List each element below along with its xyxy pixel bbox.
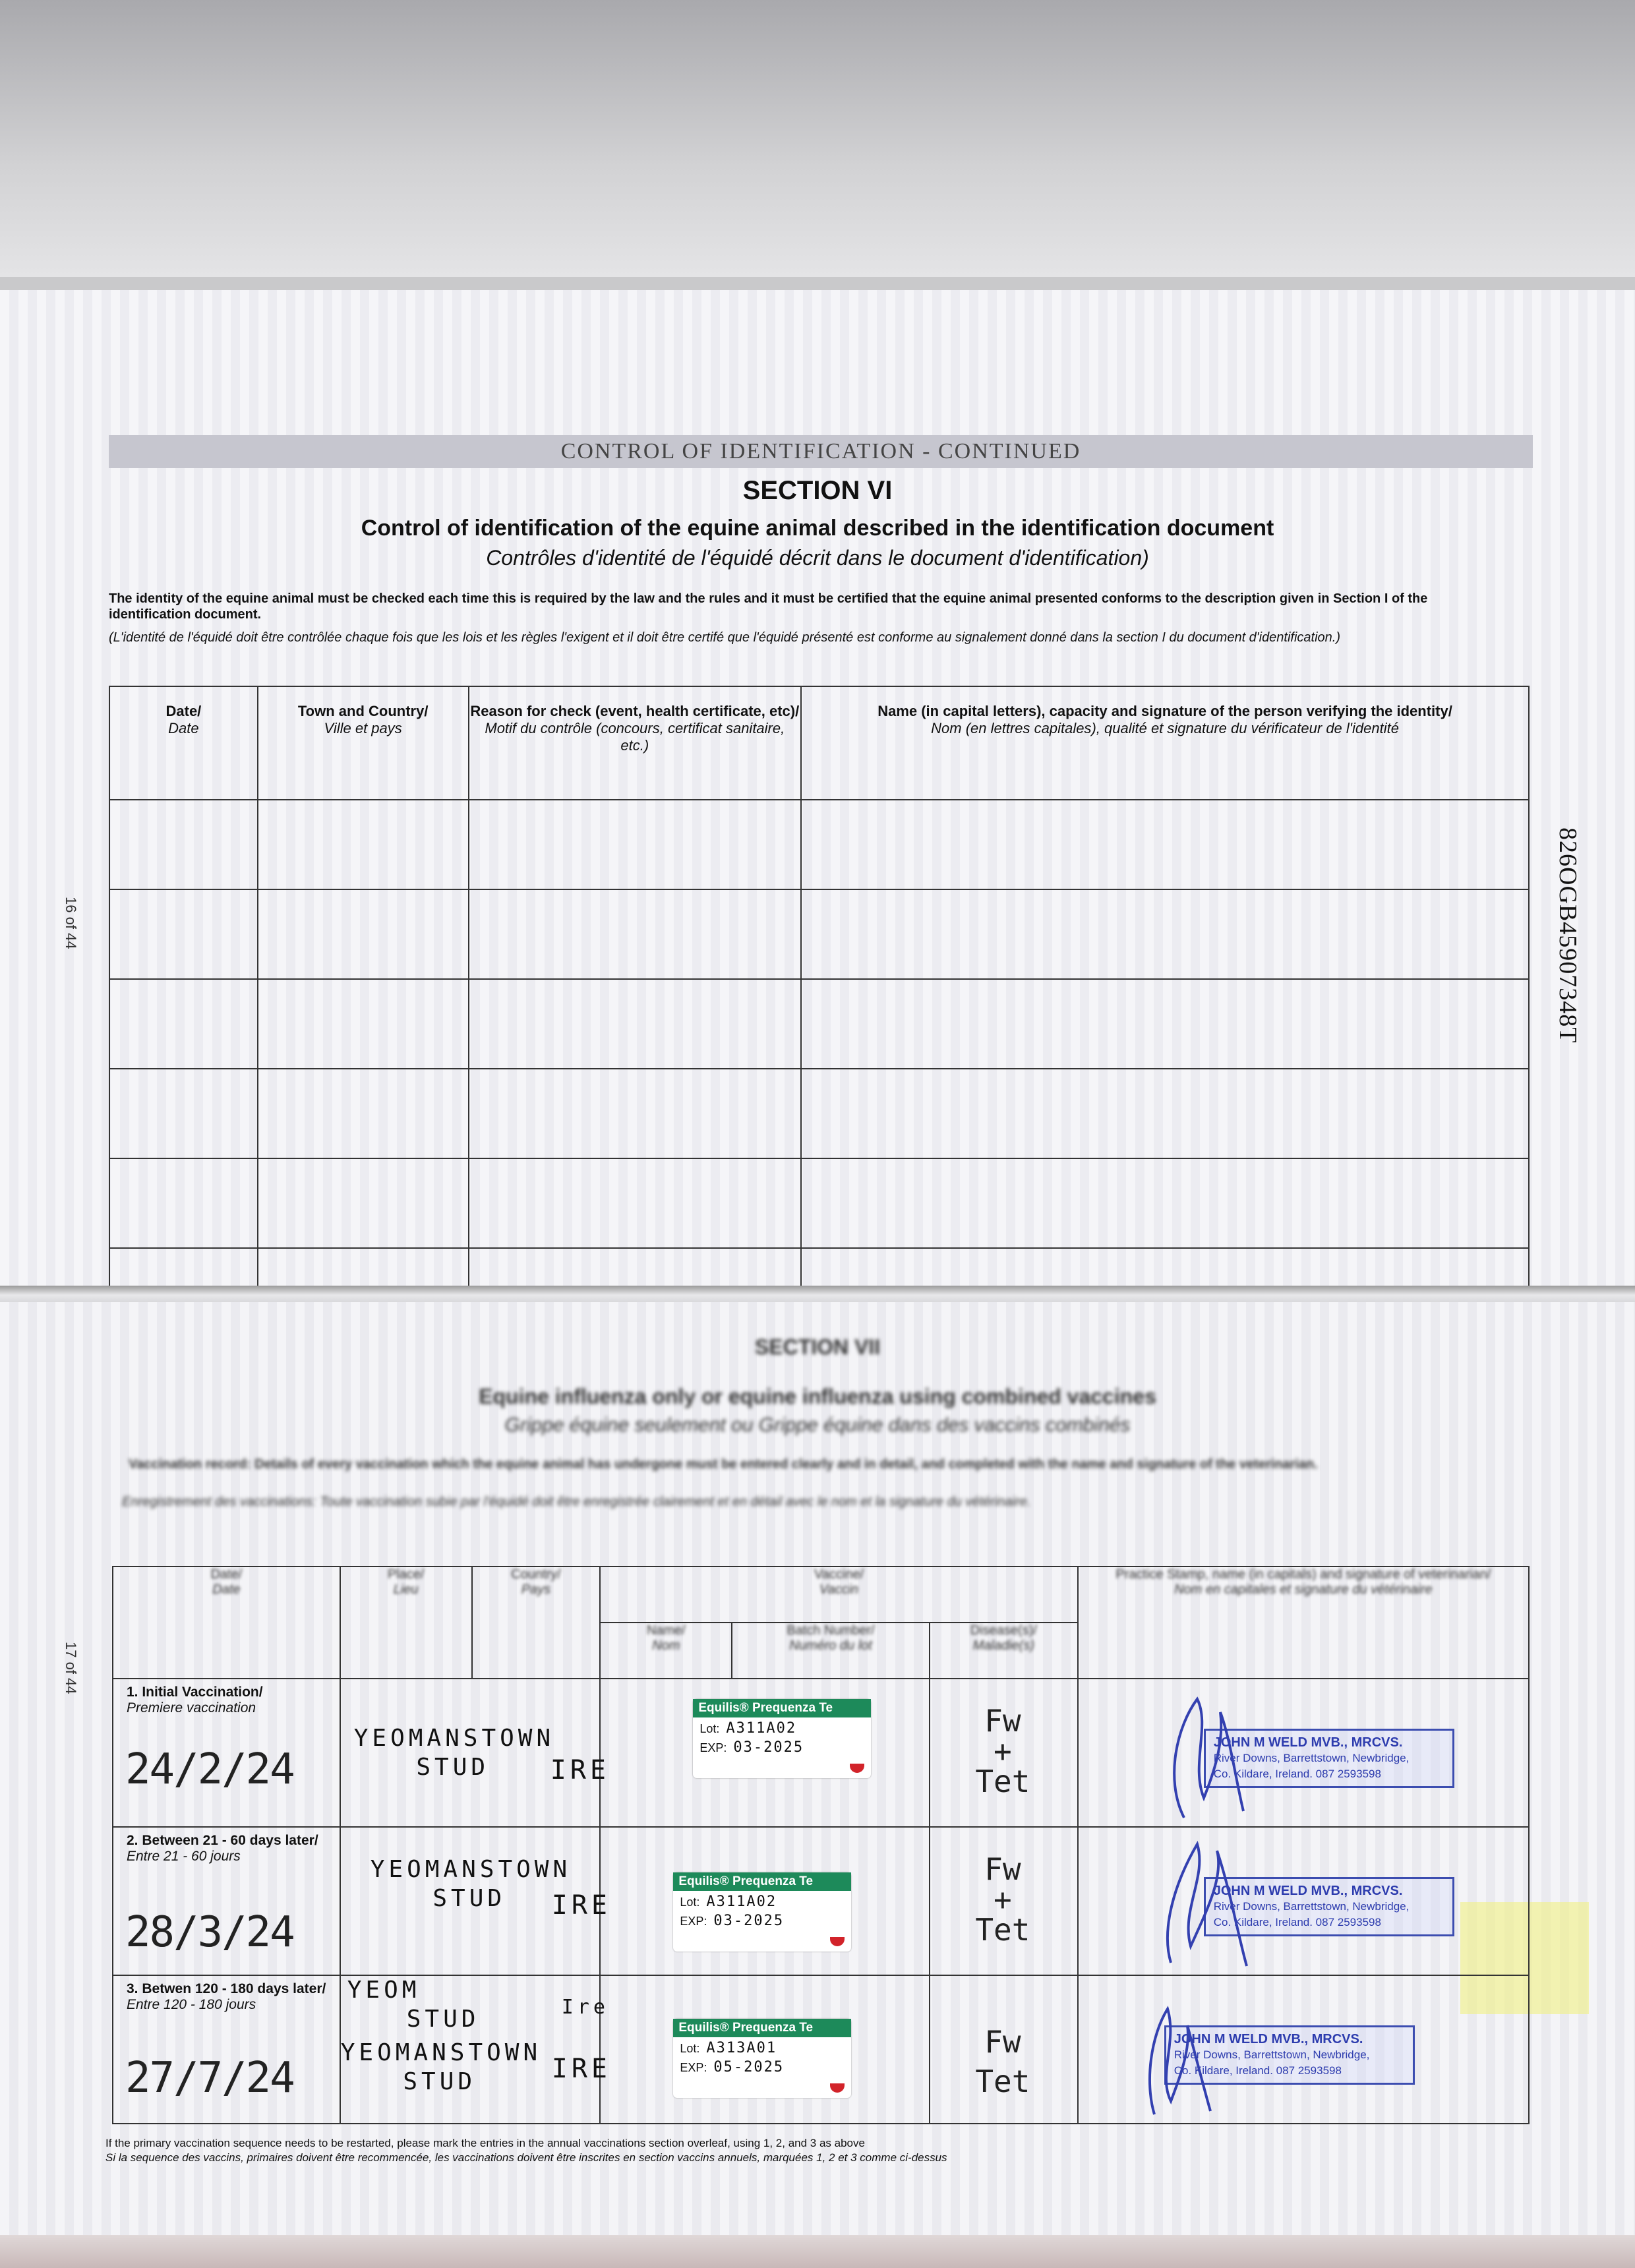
table-row — [109, 1158, 1529, 1248]
diseases-cell — [930, 1679, 1078, 1827]
col-reason: Reason for check (event, health certificate, etc)/ Motif du contrôle (concours, certificat sanitaire, etc.) — [469, 686, 802, 800]
passport-id-code: 826OGB45907348T — [1554, 827, 1582, 1044]
instructions-fr: (L'identité de l'équidé doit être contrôlée chaque fois que les lois et les règles l'exigent et il doit être certifé que l'équidé présenté est conforme au signalement donné dans la section I du document d'identification.) — [109, 630, 1341, 645]
col-town-country: Town and Country/ Ville et pays — [258, 686, 469, 800]
place-stamp: YEOMANSTOWN STUD — [370, 1856, 572, 1912]
struck-country: Ire — [561, 1996, 609, 2019]
col-date: Date/ Date — [109, 686, 258, 800]
row-label: 1. Initial Vaccination/ Premiere vaccination — [127, 1685, 263, 1716]
red-drop-icon — [850, 1764, 864, 1773]
place-stamp: YEOMANSTOWN STUD — [340, 2039, 542, 2095]
vaccine-cell — [600, 1975, 930, 2124]
section-vii-subtitle: Equine influenza only or equine influenza using combined vaccines — [479, 1385, 1156, 1408]
header-band-text: CONTROL OF IDENTIFICATION - CONTINUED — [560, 439, 1081, 463]
vaccine-cell — [600, 1679, 930, 1827]
footnote — [105, 2136, 947, 2165]
scanner-background — [0, 0, 1635, 277]
identity-check-table — [109, 686, 1530, 1338]
page-number-16: 16 of 44 — [63, 897, 79, 949]
page-number-17: 17 of 44 — [63, 1642, 79, 1694]
vaccination-instructions-en: Vaccination record: Details of every vaccination which the equine animal has undergone must be entered clearly and in detail, and completed with the name and signature of the veterinarian. — [129, 1457, 1318, 1472]
date-cell — [113, 1975, 340, 2124]
vet-cell — [1078, 1827, 1529, 1975]
col-country: Country/ Pays — [472, 1567, 601, 1679]
diseases-handwritten: Fw + Tet — [975, 1851, 1030, 1948]
place-cell — [340, 1679, 610, 1827]
vet-practice-stamp: JOHN M WELD MVB., MRCVS. River Downs, Barrettstown, Newbridge, Co. Kildare, Ireland. 087 2593598 — [1164, 2025, 1415, 2085]
red-drop-icon — [830, 1937, 845, 1946]
col-date: Date/ Date — [113, 1567, 340, 1679]
footnote-en: If the primary vaccination sequence needs to be restarted, please mark the entries in the annual vaccinations section overleaf, using 1, 2, and 3 as above — [105, 2137, 865, 2149]
col-verifier: Name (in capital letters), capacity and signature of the person verifying the identity/ Nom (en lettres capitales), qualité et signature du vérificateur de l'identité — [801, 686, 1529, 800]
place-stamp: YEOMANSTOWN STUD — [353, 1725, 555, 1781]
table-row — [109, 979, 1529, 1069]
vaccination-table — [112, 1566, 1530, 2124]
table-row — [109, 800, 1529, 889]
col-vet: Practice Stamp, name (in capitals) and signature of veterinarian/ Nom en capitales et signature du vétérinaire — [1078, 1567, 1529, 1679]
row-label: 2. Between 21 - 60 days later/ Entre 21 - 60 jours — [127, 1833, 318, 1864]
diseases-handwritten: Fw + Tet — [975, 1703, 1030, 1799]
vet-cell — [1078, 1679, 1529, 1827]
footnote-fr: Si la sequence des vaccins, primaires doivent être recommencée, les vaccinations doivent être inscrites en section vaccins annuels, marquées 1, 2 et 3 comme ci-dessus — [105, 2151, 947, 2164]
vaccine-sticker: Equilis® Prequenza Te Lot: A311A02 EXP: 03-2025 — [673, 1872, 851, 1952]
section-vii-title: SECTION VII — [754, 1335, 881, 1359]
table-row — [109, 1069, 1529, 1158]
col-diseases: Disease(s)/ Maladie(s) — [930, 1623, 1078, 1679]
scanner-edge — [0, 2235, 1635, 2268]
red-drop-icon — [830, 2083, 845, 2093]
vaccination-row-3 — [113, 1975, 1529, 2124]
vaccination-row-2 — [113, 1827, 1529, 1975]
vet-practice-stamp: JOHN M WELD MVB., MRCVS. River Downs, Barrettstown, Newbridge, Co. Kildare, Ireland. 087 2593598 — [1204, 1729, 1454, 1788]
place-cell — [340, 1827, 611, 1975]
country-stamp: IRE — [551, 1890, 611, 1921]
vaccination-instructions-fr: Enregistrement des vaccinations: Toute vaccination subie par l'équidé doit être enregistrée clairement et en détail avec le nom et la signature du vétérinaire. — [122, 1495, 1031, 1509]
vaccination-date: 24/2/24 — [125, 1745, 294, 1794]
vaccination-date: 28/3/24 — [125, 1908, 294, 1957]
vaccination-row-1 — [113, 1679, 1529, 1827]
vet-signature — [1151, 1831, 1263, 1973]
date-cell — [113, 1827, 340, 1975]
section-subtitle-fr: Contrôles d'identité de l'équidé décrit dans le document d'identification) — [486, 546, 1149, 570]
diseases-cell — [930, 1827, 1078, 1975]
section-title: SECTION VI — [742, 476, 893, 505]
country-stamp: IRE — [550, 1755, 610, 1785]
vaccine-cell — [600, 1827, 930, 1975]
header-band — [109, 435, 1533, 468]
table-row — [109, 889, 1529, 979]
col-batch: Batch Number/ Numéro du lot — [732, 1623, 930, 1679]
place-cell — [340, 1975, 611, 2124]
date-cell — [113, 1679, 340, 1827]
col-place: Place/ Lieu — [340, 1567, 472, 1679]
row-label: 3. Betwen 120 - 180 days later/ Entre 120 - 180 jours — [127, 1981, 326, 2012]
vaccine-sticker: Equilis® Prequenza Te Lot: A313A01 EXP: 05-2025 — [673, 2019, 851, 2098]
diseases-cell — [930, 1975, 1078, 2124]
vet-cell — [1078, 1975, 1529, 2124]
section-subtitle: Control of identification of the equine animal described in the identification document — [361, 516, 1274, 541]
section-vii-subtitle-fr: Grippe équine seulement ou Grippe équine dans des vaccins combinés — [504, 1414, 1131, 1436]
country-stamp: IRE — [551, 2054, 611, 2084]
vet-signature — [1131, 1989, 1224, 2121]
vaccination-date: 27/7/24 — [125, 2054, 294, 2103]
col-vaccine: Vaccine/ Vaccin — [600, 1567, 1077, 1623]
instructions-en: The identity of the equine animal must be checked each time this is required by the law and the rules and it must be certified that the equine animal presented conforms to the description given in Section I of the identification document. — [109, 591, 1428, 622]
vet-signature — [1158, 1686, 1263, 1824]
vet-practice-stamp: JOHN M WELD MVB., MRCVS. River Downs, Barrettstown, Newbridge, Co. Kildare, Ireland. 087 2593598 — [1204, 1877, 1454, 1936]
vaccine-sticker: Equilis® Prequenza Te Lot: A311A02 EXP: 03-2025 — [693, 1699, 871, 1778]
struck-place-stamp: YEOM STUD — [347, 1977, 480, 2033]
col-vaccine-name: Name/ Nom — [600, 1623, 732, 1679]
diseases-handwritten: Fw Tet — [975, 2024, 1030, 2099]
